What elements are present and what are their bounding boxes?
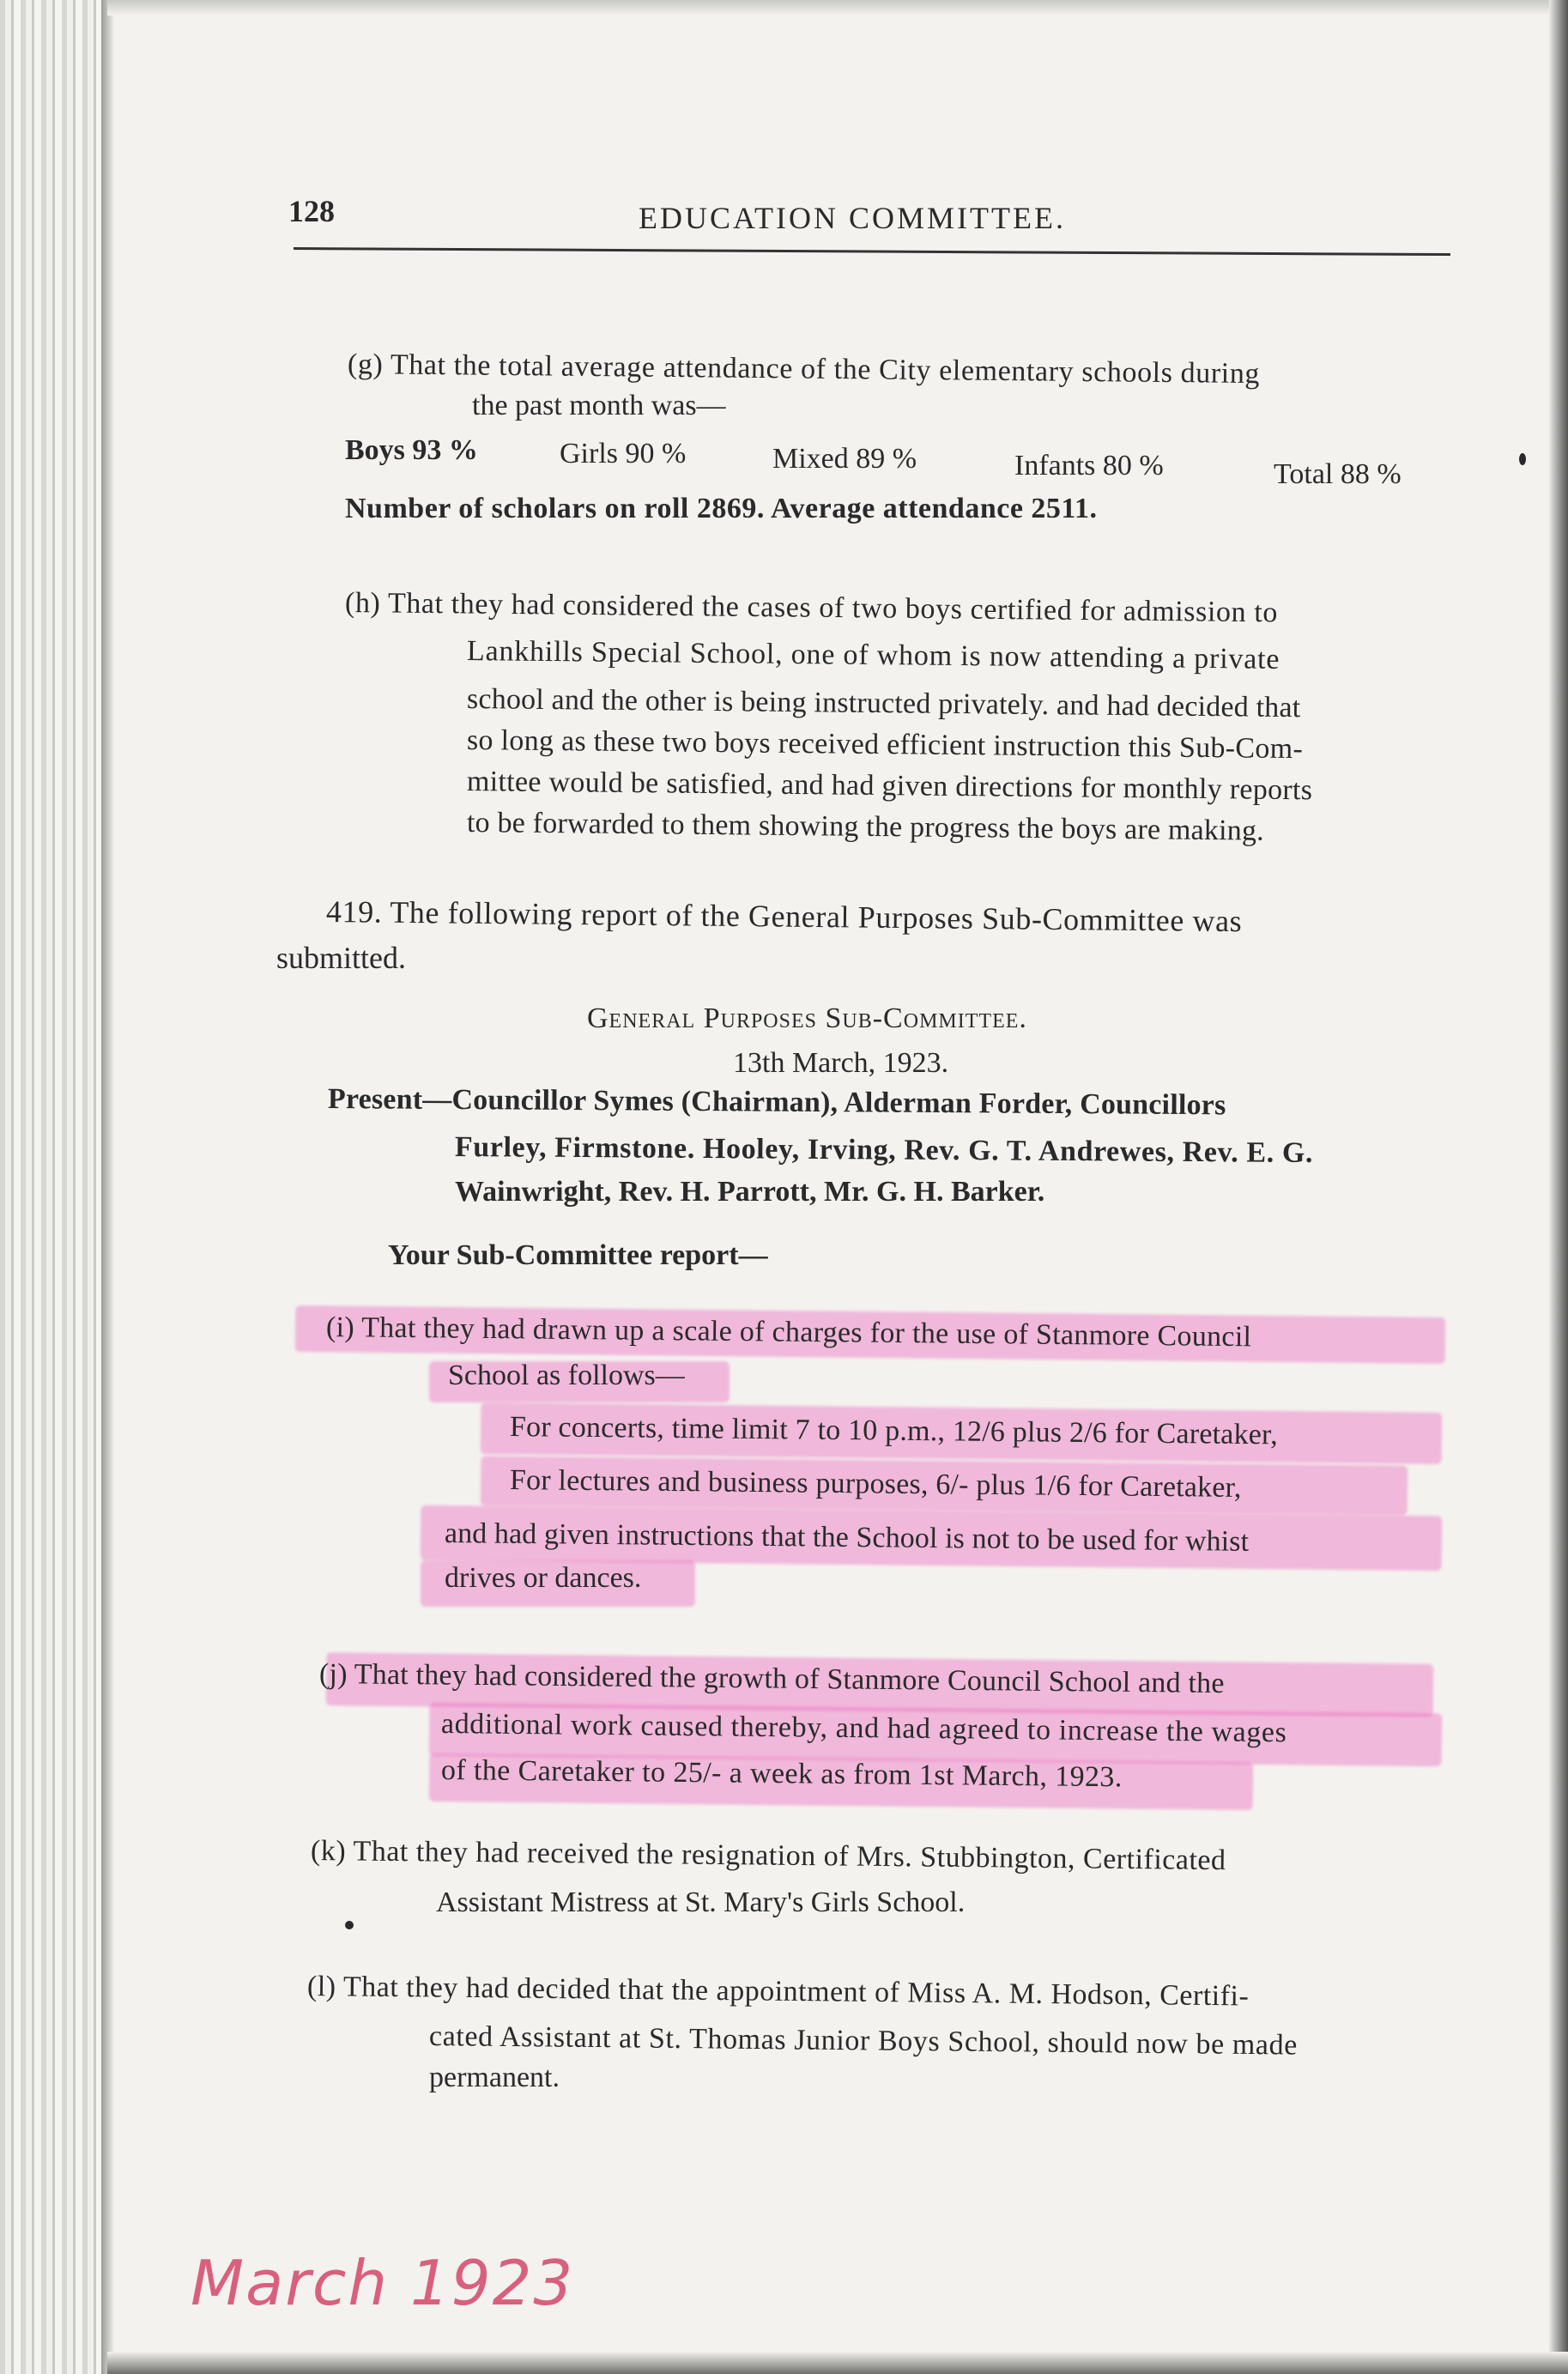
present-line: Furley, Firmstone. Hooley, Irving, Rev. G. T. Andrewes, Rev. E. G.: [454, 1131, 1314, 1169]
paragraph-line: (h) That they had considered the cases of two boys certified for admission to: [344, 587, 1279, 629]
stat-infants: Infants 80 %: [1014, 450, 1164, 481]
stat-total: Total 88 %: [1274, 458, 1402, 490]
page-number: 128: [288, 194, 335, 228]
stat-girls: Girls 90 %: [560, 438, 687, 469]
paragraph-line: cated Assistant at St. Thomas Junior Boys School, should now be made: [428, 2020, 1299, 2062]
page-right-edge: [1549, 0, 1568, 2374]
paragraph-line: (j) That they had considered the growth of Stanmore Council School and the: [318, 1658, 1225, 1700]
running-head: EDUCATION COMMITTEE.: [639, 201, 1066, 235]
present-line: Present—Councillor Symes (Chairman), Alderman Forder, Councillors: [327, 1083, 1226, 1122]
stat-mixed: Mixed 89 %: [772, 443, 917, 475]
paragraph-line: and had given instructions that the School is not to be used for whist: [444, 1517, 1250, 1558]
paragraph-line: Lankhills Special School, one of whom is now attending a private: [466, 635, 1280, 675]
paragraph-line: to be forwarded to them showing the progress the boys are making.: [466, 807, 1265, 847]
charge-line: For concerts, time limit 7 to 10 p.m., 12/6 plus 2/6 for Caretaker,: [509, 1411, 1279, 1451]
paragraph-line: (l) That they had decided that the appointment of Miss A. M. Hodson, Certifi-: [306, 1971, 1250, 2013]
gutter-shadow: [101, 0, 113, 2374]
paragraph-line: Assistant Mistress at St. Mary's Girls School.: [436, 1886, 966, 1918]
paragraph-line: so long as these two boys received efficient instruction this Sub-Com-: [466, 724, 1304, 766]
page-bottom-edge: [107, 2352, 1568, 2374]
paragraph-line: School as follows—: [448, 1360, 685, 1391]
header-rule: [294, 247, 1450, 256]
paragraph-line: of the Caretaker to 25/- a week as from 1st March, 1923.: [440, 1754, 1123, 1794]
paragraph-line: submitted.: [276, 941, 406, 975]
paragraph-line: 419. The following report of the General Purposes Sub-Committee was: [325, 894, 1243, 939]
ink-speck: [1519, 453, 1526, 465]
present-line: Wainwright, Rev. H. Parrott, Mr. G. H. Barker.: [455, 1176, 1045, 1208]
handwritten-note: March 1923: [191, 2247, 575, 2319]
paragraph-line: drives or dances.: [445, 1562, 642, 1594]
paragraph-line: additional work caused thereby, and had agreed to increase the wages: [440, 1708, 1287, 1749]
ink-speck: [345, 1921, 354, 1929]
stat-boys: Boys 93 %: [345, 434, 478, 466]
paragraph-line: school and the other is being instructed privately. and had decided that: [466, 683, 1301, 724]
paragraph-line: the past month was—: [472, 390, 726, 421]
book-binding-edge: [0, 0, 107, 2374]
page-top-edge: [107, 0, 1568, 15]
report-intro: Your Sub-Committee report—: [388, 1239, 768, 1271]
paragraph-line: permanent.: [429, 2062, 560, 2093]
roll-line: Number of scholars on roll 2869. Average attendance 2511.: [345, 493, 1098, 524]
subcommittee-title: General Purposes Sub-Committee.: [587, 1002, 1027, 1034]
paragraph-line: mittee would be satisfied, and had given directions for monthly reports: [466, 766, 1313, 807]
charge-line: For lectures and business purposes, 6/- plus 1/6 for Caretaker,: [509, 1464, 1242, 1504]
meeting-date: 13th March, 1923.: [733, 1047, 949, 1079]
paragraph-line: (g) That the total average attendance of the City elementary schools during: [347, 348, 1261, 391]
paragraph-line: (i) That they had drawn up a scale of charges for the use of Stanmore Council: [325, 1311, 1252, 1354]
paragraph-line: (k) That they had received the resignation of Mrs. Stubbington, Certificated: [310, 1835, 1226, 1877]
